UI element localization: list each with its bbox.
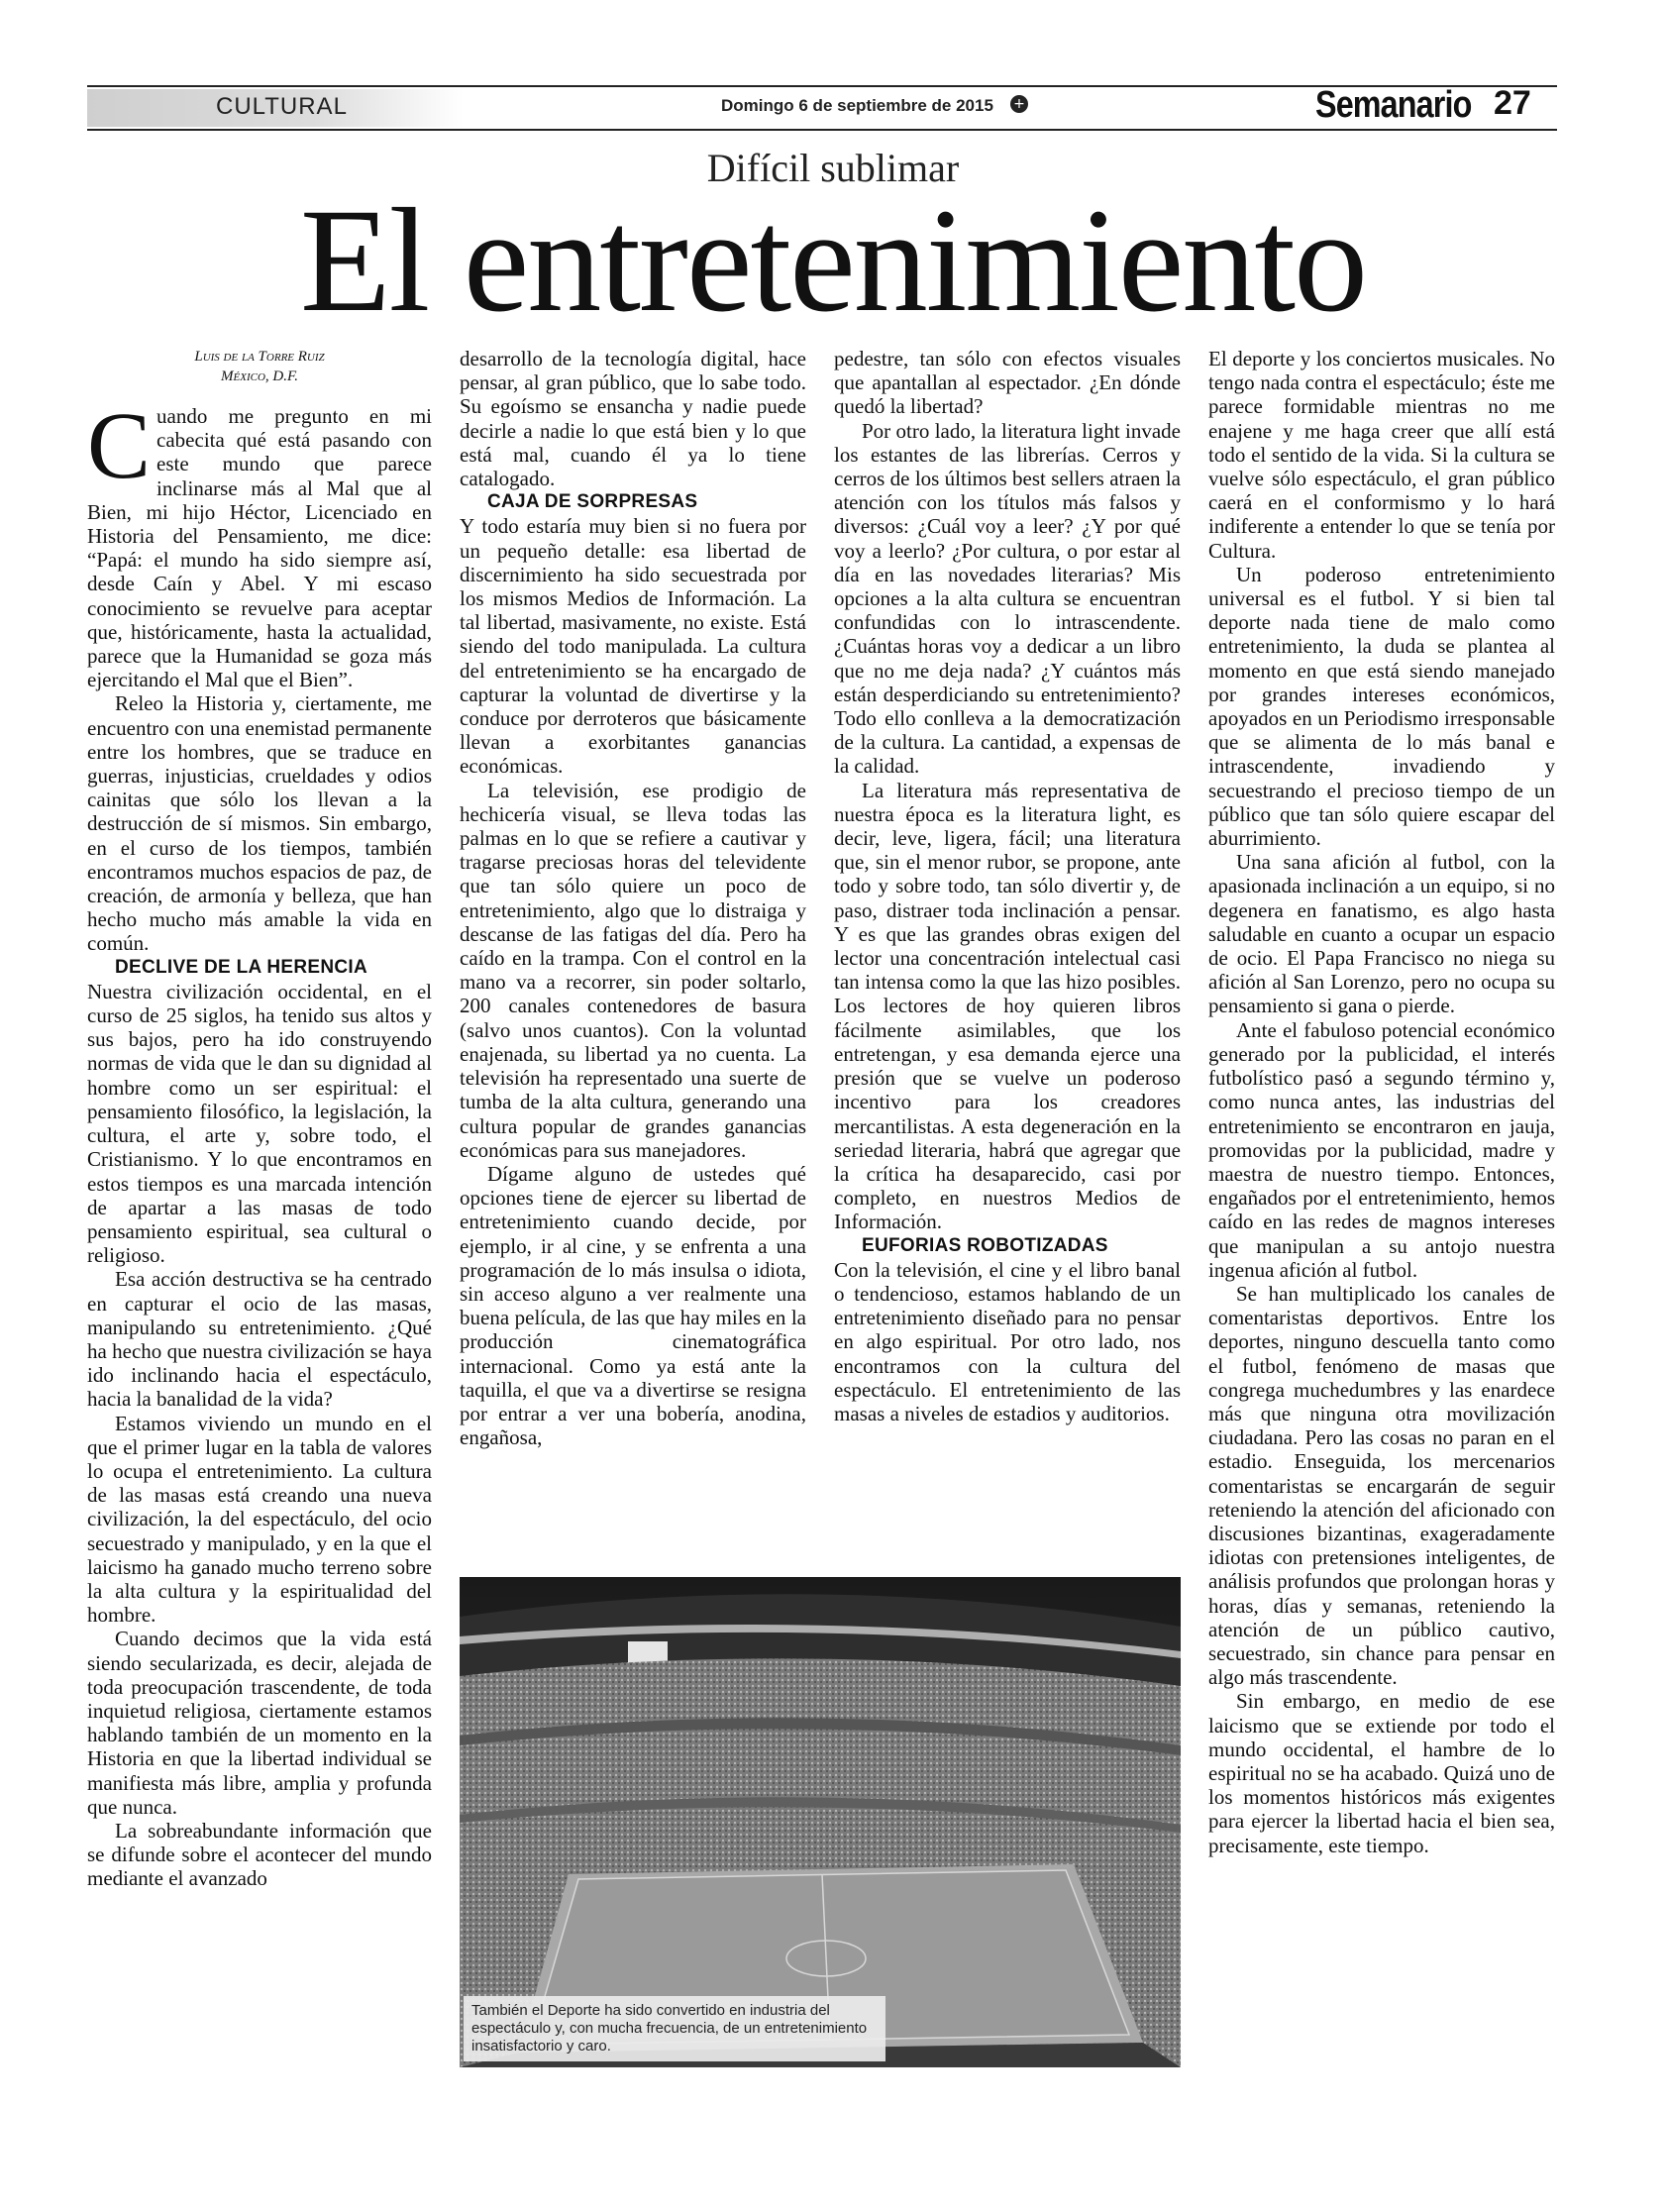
paragraph: Por otro lado, la literatura light invade los estantes de las librerías. Cerros y cerros de los últimos best sellers atraen la atención con los títulos más falsos y diversos: ¿Cuál voy a leer? ¿Y por qué voy a leerlo? ¿Por cultura, o por estar al día en las novedades literarias? Mis opciones a la alta cultura se encuentran confundidas con lo intrascendente. ¿Cuántas horas voy a dedicar a un libro que no me deja nada? ¿Y cuántos más están desperdiciando su entretenimiento? Todo ello conlleva a la democratización de la cultura. La cantidad, a expensas de la calidad. [834, 418, 1181, 779]
drop-cap: C [87, 392, 152, 498]
paragraph: Y todo estaría muy bien si no fuera por un pequeño detalle: esa libertad de discernimiento ha sido secuestrada por los mismos Medios de Información. La tal libertad, masivamente, no existe. Está siendo del todo manipulada. La cultura del entretenimiento se ha encargado de capturar la voluntad de divertirse y la conduce por derroteros que básicamente llevan a exorbitantes ganancias económicas. [460, 514, 806, 779]
paragraph: La televisión, ese prodigio de hechicería visual, se lleva todas las palmas en lo que se refiere a cautivar y tragarse preciosas horas del televidente que tan sólo quiere un poco de entretenimiento, algo que lo distraiga y descanse de las fatigas del día. Pero ha caído en la trampa. Con el control en la mano va a recorrer, sin poder soltarlo, 200 canales contenedores de basura (salvo unos cuantos). Con la voluntad enajenada, su libertad ya no cuenta. La televisión ha representado una suerte de tumba de la alta cultura, generando una cultura popular de grandes ganancias económicas para sus manejadores. [460, 778, 806, 1162]
paragraph: Esa acción destructiva se ha centrado en capturar el ocio de las masas, manipulando su entretenimiento. ¿Qué ha hecho que nuestra civilización se haya ido inclinando hacia el espectáculo, hacia la banalidad de la vida? [87, 1267, 432, 1412]
author-name: Luis de la Torre Ruiz [194, 349, 325, 365]
page-header [87, 83, 1557, 131]
paragraph: La sobreabundante información que se difunde sobre el acontecer del mundo mediante el avanzado [87, 1818, 432, 1891]
subhead-euforias: EUFORIAS ROBOTIZADAS [862, 1234, 1108, 1256]
paragraph: Nuestra civilización occidental, en el curso de 25 siglos, ha tenido sus altos y sus bajos, pero ha ido construyendo normas de vida que le dan su dignidad al hombre como un ser espiritual: el pensamiento filosófico, la legislación, la cultura, el arte y, sobre todo, el Cristianismo. Y lo que encontramos en estos tiempos es una marcada intención de apartar a las masas de todo pensamiento espiritual, sea cultural o religioso. [87, 979, 432, 1268]
header-bottom-rule [87, 129, 1557, 131]
paragraph: Cuando decimos que la vida está siendo secularizada, es decir, alejada de toda preocupación trascendente, de toda inquietud religiosa, ciertamente estamos hablando también de un momento en la Historia en que la libertad individual se manifiesta más libre, amplia y profunda que nunca. [87, 1627, 432, 1819]
paragraph: pedestre, tan sólo con efectos visuales que apantallan al espectador. ¿En dónde quedó la libertad? [834, 347, 1181, 419]
byline [87, 347, 432, 386]
subhead-declive: DECLIVE DE LA HERENCIA [115, 956, 368, 978]
paragraph: Con la televisión, el cine y el libro banal o tendencioso, estamos hablando de un entretenimiento diseñado para no pensar en algo espiritual. Por otro lado, nos encontramos con la cultura del espectáculo. El entretenimiento de las masas a niveles de estadios y auditorios. [834, 1257, 1181, 1425]
subhead-caja: CAJA DE SORPRESAS [487, 491, 698, 513]
article-headline: El entretenimiento [299, 178, 1367, 343]
paragraph: Releo la Historia y, ciertamente, me encuentro con una enemistad permanente entre los hombres, que se traduce en guerras, injusticias, crueldades y odios cainitas que sólo los llevan a la destrucción de sí mismos. Sin embargo, en el curso de los tiempos, también encontramos muchos espacios de paz, de creación, de armonía y belleza, que han hecho mucho más amable la vida en común. [87, 691, 432, 956]
stadium-photo [460, 1577, 1181, 2067]
publication-logo: Semanario [1315, 84, 1472, 126]
article-column-4 [1208, 347, 1555, 1857]
article-column-1 [87, 347, 432, 1891]
article-column-3 [834, 347, 1181, 1425]
plus-circle-icon: + [1010, 95, 1028, 113]
article-column-2 [460, 347, 806, 1449]
paragraph: Un poderoso entretenimiento universal es el futbol. Y si bien tal deporte nada tiene de malo como entretenimiento, la duda se plantea al momento en que está siendo manejado por grandes intereses económicos, apoyados en un Periodismo irresponsable que se alimenta de lo más banal e intrascendente, invadiendo y secuestrando el precioso tiempo de un público que tan sólo quiere escapar del aburrimiento. [1208, 562, 1555, 851]
stadium-image [460, 1577, 1181, 2067]
lead-text: uando me pregunto en mi cabecita qué está pasando con este mundo que parece inclinarse más al Mal que al Bien, mi hijo Héctor, Licenciado en Historia del Pensamiento, me dice: “Papá: el mundo ha sido siempre así, desde Caín y Abel. Y mi escaso conocimiento se revuelve para aceptar que, históricamente, hasta la actualidad, parece que la Humanidad se goza más ejercitando el Mal que el Bien”. [87, 404, 432, 692]
paragraph: desarrollo de la tecnología digital, hace pensar, al gran público, que lo sabe todo. Su egoísmo se ensancha y nadie puede decirle a nadie lo que está bien y lo que está mal, cuando él ya lo tiene catalogado. [460, 347, 806, 491]
paragraph: Sin embargo, en medio de ese laicismo que se extiende por todo el mundo occidental, el hambre de lo espiritual no se ha acabado. Quizá uno de los momentos históricos más exigentes para ejercer la libertad hacia el bien sea, precisamente, este tiempo. [1208, 1689, 1555, 1857]
section-label: CULTURAL [216, 93, 348, 120]
paragraph: Ante el fabuloso potencial económico generado por la publicidad, el interés futbolístico pasó a segundo término y, como nunca antes, las industrias del entretenimiento se encontraron en jauja, promovidas por la publicidad, madre y maestra de nuestro tiempo. Entonces, engañados por el entretenimiento, hemos caído en las redes de magnos intereses que manipulan a su antojo nuestra ingenua afición al futbol. [1208, 1017, 1555, 1282]
page-number: 27 [1494, 84, 1531, 122]
paragraph: Se han multiplicado los canales de comentaristas deportivos. Entre los deportes, ninguno descuella tanto como el futbol, fenómeno de masas que congrega muchedumbres y las enardece más que ninguna otra movilización ciudadana. Pero las cosas no paran en el estadio. Enseguida, los mercenarios comentaristas se encargarán de seguir reteniendo la atención del aficionado con discusiones bizantinas, exageradamente idiotas con pretensiones inteligentes, de análisis profundos que prolongan horas y horas, días y semanas, reteniendo la atención de un público cautivo, secuestrado, sin chance para pensar en algo más trascendente. [1208, 1281, 1555, 1690]
article-kicker: Difícil sublimar [706, 146, 960, 190]
issue-date: Domingo 6 de septiembre de 2015 [721, 96, 993, 115]
paragraph: Estamos viviendo un mundo en el que el primer lugar en la tabla de valores lo ocupa el entretenimiento. La cultura de las masas está creando una nueva civilización, la del espectáculo, del ocio secuestrado y manipulado, y en la que el laicismo ha ganado mucho terreno sobre la alta cultura y la espiritualidad del hombre. [87, 1411, 432, 1628]
lead-paragraph [87, 392, 432, 692]
paragraph: El deporte y los conciertos musicales. No tengo nada contra el espectáculo; éste me parece formidable mientras no me enajene y me haga creer que allí está todo el sentido de la vida. Si la cultura se vuelve sólo espectáculo, el gran público caerá en el conformismo y lo hará indiferente a entender lo que se tenía por Cultura. [1208, 347, 1555, 563]
paragraph: La literatura más representativa de nuestra época es la literatura light, es decir, leve, ligera, fácil; una literatura que, sin el menor rubor, se propone, ante todo y sobre todo, tan sólo divertir y, de paso, distraer toda inclinación a pensar. Y es que las grandes obras exigen del lector una concentración intelectual casi tan intensa como la que las hizo posibles. Los lectores de hoy quieren libros fácilmente asimilables, que los entretengan, y esa demanda ejerce una presión que se vuelve un poderoso incentivo para los creadores mercantilistas. A esta degeneración en la seriedad literaria, habrá que agregar que la crítica ha desaparecido, casi por completo, en nuestros Medios de Información. [834, 778, 1181, 1234]
paragraph: Una sana afición al futbol, con la apasionada inclinación a un equipo, si no degenera en fanatismo, es algo hasta saludable en cuanto a ocupar un espacio de ocio. El Papa Francisco no niega su afición al San Lorenzo, pero no ocupa su pensamiento si gana o pierde. [1208, 850, 1555, 1018]
photo-caption: También el Deporte ha sido convertido en industria del espectáculo y, con mucha frecuencia, de un entretenimiento insatisfactorio y caro. [464, 1996, 885, 2061]
paragraph: Dígame alguno de ustedes qué opciones tiene de ejercer su libertad de entretenimiento cuando decide, por ejemplo, ir al cine, y se enfrenta a una programación de lo más insulsa o idiota, sin acceso alguno a ver realmente una buena película, de las que hay miles en la producción cinematográfica internacional. Como ya está ante la taquilla, el que va a divertirse se resigna por entrar a ver una bobería, anodina, engañosa, [460, 1161, 806, 1450]
author-location: México, D.F. [221, 369, 298, 384]
